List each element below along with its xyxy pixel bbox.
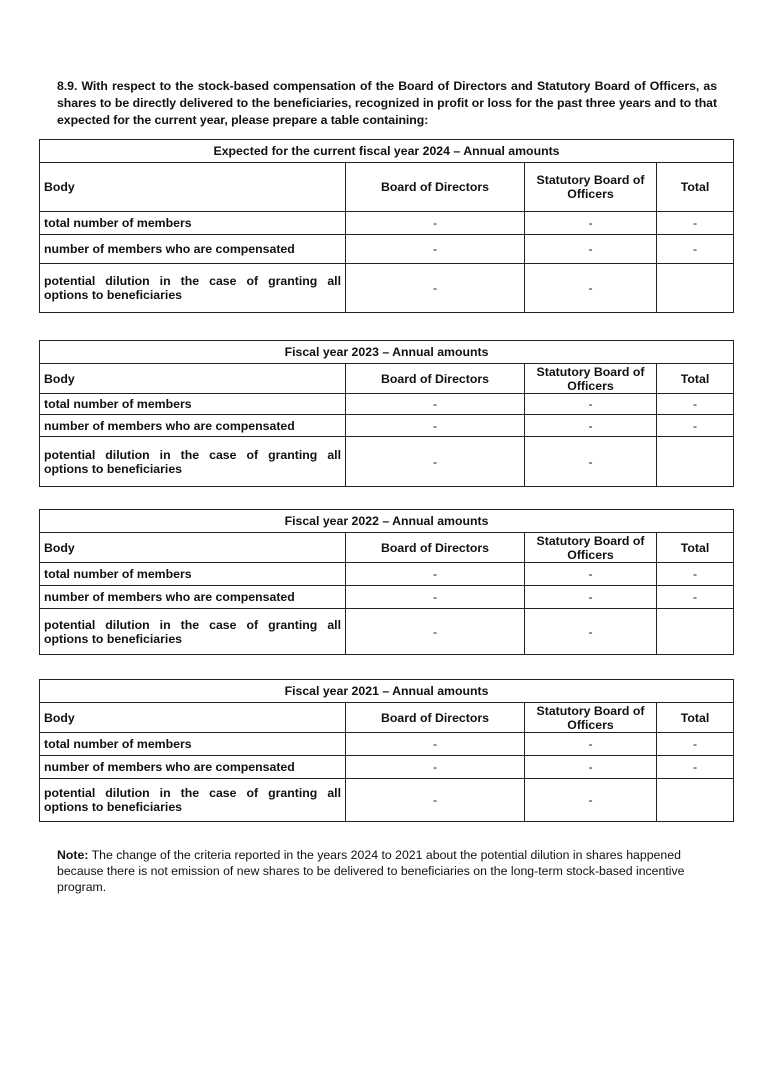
cell-sbo: - <box>525 733 657 756</box>
header-board-of-directors: Board of Directors <box>346 364 525 394</box>
cell-sbo: - <box>525 563 657 586</box>
cell-total: - <box>657 394 734 415</box>
header-body: Body <box>40 703 346 733</box>
row-label: potential dilution in the case of granting all options to beneficiaries <box>40 779 346 822</box>
row-label: total number of members <box>40 394 346 415</box>
compensation-table-2021 <box>39 679 734 822</box>
cell-total: - <box>657 415 734 437</box>
table-row <box>40 415 734 437</box>
note-text: The change of the criteria reported in the years 2024 to 2021 about the potential dilution in shares happened because there is not emission of new shares to be delivered to beneficiaries on the long-term stock-based incentive program. <box>57 848 685 894</box>
header-board-of-directors: Board of Directors <box>346 533 525 563</box>
cell-total <box>657 609 734 655</box>
table-row <box>40 733 734 756</box>
cell-bod: - <box>346 586 525 609</box>
row-label: total number of members <box>40 733 346 756</box>
header-statutory-board: Statutory Board of Officers <box>525 703 657 733</box>
table-row <box>40 586 734 609</box>
row-label: number of members who are compensated <box>40 586 346 609</box>
cell-sbo: - <box>525 415 657 437</box>
row-label: number of members who are compensated <box>40 235 346 264</box>
row-label: potential dilution in the case of granting all options to beneficiaries <box>40 437 346 487</box>
cell-total: - <box>657 756 734 779</box>
header-statutory-board: Statutory Board of Officers <box>525 364 657 394</box>
table-row <box>40 264 734 313</box>
header-body: Body <box>40 533 346 563</box>
footnote <box>57 847 717 895</box>
row-label: potential dilution in the case of granting all options to beneficiaries <box>40 264 346 313</box>
cell-total <box>657 264 734 313</box>
table-title: Fiscal year 2023 – Annual amounts <box>40 341 734 364</box>
cell-bod: - <box>346 264 525 313</box>
cell-bod: - <box>346 394 525 415</box>
header-board-of-directors: Board of Directors <box>346 163 525 212</box>
header-body: Body <box>40 364 346 394</box>
cell-total: - <box>657 563 734 586</box>
header-board-of-directors: Board of Directors <box>346 703 525 733</box>
cell-total: - <box>657 586 734 609</box>
header-total: Total <box>657 703 734 733</box>
header-total: Total <box>657 533 734 563</box>
intro-paragraph: 8.9. With respect to the stock-based compensation of the Board of Directors and Statutory Board of Officers, as shares to be directly delivered to the beneficiaries, recognized in profit or loss for the past three years and to that expected for the current year, please prepare a table containing: <box>57 79 717 127</box>
cell-total: - <box>657 212 734 235</box>
header-total: Total <box>657 364 734 394</box>
header-statutory-board: Statutory Board of Officers <box>525 533 657 563</box>
cell-bod: - <box>346 756 525 779</box>
header-statutory-board: Statutory Board of Officers <box>525 163 657 212</box>
table-row <box>40 212 734 235</box>
row-label: potential dilution in the case of granting all options to beneficiaries <box>40 609 346 655</box>
compensation-table-2023 <box>39 340 734 487</box>
cell-sbo: - <box>525 264 657 313</box>
cell-sbo: - <box>525 609 657 655</box>
cell-sbo: - <box>525 586 657 609</box>
cell-total <box>657 779 734 822</box>
cell-sbo: - <box>525 394 657 415</box>
table-row <box>40 394 734 415</box>
row-label: total number of members <box>40 212 346 235</box>
row-label: number of members who are compensated <box>40 756 346 779</box>
cell-bod: - <box>346 563 525 586</box>
compensation-table-2024 <box>39 139 734 313</box>
table-row <box>40 437 734 487</box>
cell-bod: - <box>346 779 525 822</box>
compensation-table-2022 <box>39 509 734 655</box>
cell-total: - <box>657 235 734 264</box>
cell-sbo: - <box>525 437 657 487</box>
table-row <box>40 756 734 779</box>
cell-bod: - <box>346 609 525 655</box>
note-label: Note: <box>57 848 89 862</box>
cell-sbo: - <box>525 779 657 822</box>
table-row <box>40 609 734 655</box>
table-row <box>40 563 734 586</box>
cell-bod: - <box>346 235 525 264</box>
row-label: total number of members <box>40 563 346 586</box>
cell-bod: - <box>346 212 525 235</box>
cell-bod: - <box>346 437 525 487</box>
cell-bod: - <box>346 415 525 437</box>
table-title: Fiscal year 2022 – Annual amounts <box>40 510 734 533</box>
table-title: Expected for the current fiscal year 2024 – Annual amounts <box>40 140 734 163</box>
table-title: Fiscal year 2021 – Annual amounts <box>40 680 734 703</box>
header-total: Total <box>657 163 734 212</box>
cell-sbo: - <box>525 212 657 235</box>
table-row <box>40 779 734 822</box>
table-row <box>40 235 734 264</box>
row-label: number of members who are compensated <box>40 415 346 437</box>
cell-sbo: - <box>525 235 657 264</box>
cell-bod: - <box>346 733 525 756</box>
header-body: Body <box>40 163 346 212</box>
cell-total <box>657 437 734 487</box>
cell-total: - <box>657 733 734 756</box>
cell-sbo: - <box>525 756 657 779</box>
